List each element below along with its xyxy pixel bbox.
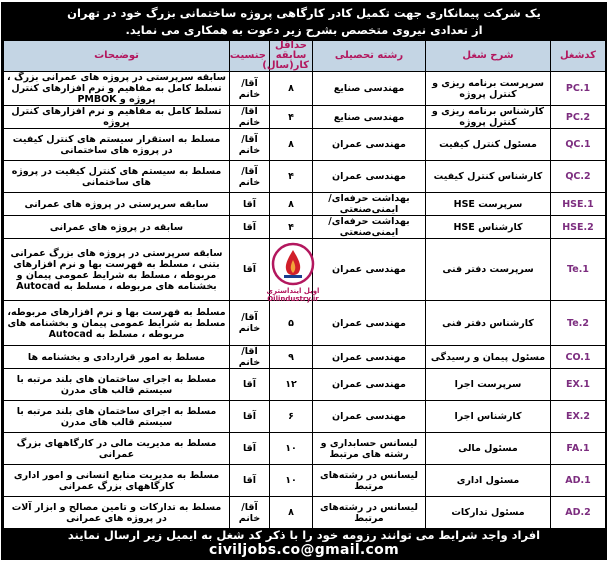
cell-desc: سابقه سرپرستی در پروژه های بزرگ عمرانی بتنی ، مسلط به فهرست بها و نرم افزارهای مربوطه ، مسلط به شرایط عمومی پیمان و بخشنامه های مربوطه ، مسلط به Autocad xyxy=(4,239,230,301)
cell-field: بهداشت حرفه‌ای/ایمنی‌صنعتی xyxy=(313,216,426,239)
logo-site-text: Oilindustry.ir xyxy=(267,295,319,303)
cell-desc: مسلط به تدارکات و تامین مصالح و ابزار آلات در پروژه های عمرانی xyxy=(4,497,230,529)
cell-gender: آقا/خانم xyxy=(230,161,270,193)
cell-desc: مسلط به استقرار سیستم های کنترل کیفیت در پروژه های ساختمانی xyxy=(4,129,230,161)
table-header-row xyxy=(4,41,606,72)
col-header-experience: حداقل سابقه کار(سال) xyxy=(270,41,313,72)
table-row xyxy=(4,346,606,369)
cell-experience: ۵ xyxy=(270,301,313,346)
cell-desc: سابقه سرپرستی در پروژه های عمرانی xyxy=(4,193,230,216)
cell-desc: مسلط به فهرست بها و نرم افزارهای مربوطه، مسلط به شرایط عمومی پیمان و بخشنامه های مربوطه ، مسلط به Autocad xyxy=(4,301,230,346)
cell-code: HSE.2 xyxy=(551,216,606,239)
col-header-title: شرح شغل xyxy=(426,41,551,72)
cell-title: مسئول اداری xyxy=(426,465,551,497)
cell-desc: مسلط به مدیریت مالی در کارگاههای بزرگ عمرانی xyxy=(4,433,230,465)
cell-code: Te.2 xyxy=(551,301,606,346)
cell-code: AD.2 xyxy=(551,497,606,529)
col-header-field: رشته تحصیلی xyxy=(313,41,426,72)
cell-experience: ۴ xyxy=(270,106,313,129)
cell-field: مهندسی عمران xyxy=(313,161,426,193)
cell-experience: ۸ xyxy=(270,129,313,161)
cell-desc: مسلط به امور قراردادی و بخشنامه ها xyxy=(4,346,230,369)
cell-title: سرپرست برنامه ریزی و کنترل پروژه xyxy=(426,72,551,106)
cell-gender: آقا xyxy=(230,193,270,216)
cell-experience: ۸ xyxy=(270,193,313,216)
cell-gender: آقا/خانم xyxy=(230,497,270,529)
col-header-desc: توضیحات xyxy=(4,41,230,72)
cell-title: کارشناس HSE xyxy=(426,216,551,239)
cell-experience: ۴ xyxy=(270,161,313,193)
cell-title: مسئول تدارکات xyxy=(426,497,551,529)
cell-field: مهندسی عمران xyxy=(313,239,426,301)
logo-caption xyxy=(265,287,321,303)
col-header-gender: جنسیت xyxy=(230,41,270,72)
cell-field: مهندسی عمران xyxy=(313,129,426,161)
table-row xyxy=(4,369,606,401)
cell-code: Te.1 xyxy=(551,239,606,301)
cell-title: سرپرست اجرا xyxy=(426,369,551,401)
contact-email[interactable]: civiljobs.co@gmail.com xyxy=(209,542,399,558)
cell-gender: آقا xyxy=(230,239,270,301)
cell-experience: ۶ xyxy=(270,401,313,433)
cell-desc: مسلط به اجرای ساختمان های بلند مرتبه با سیستم قالب های مدرن xyxy=(4,401,230,433)
cell-title: کارشناس دفتر فنی xyxy=(426,301,551,346)
header-line-1: یک شرکت پیمانکاری جهت تکمیل کادر کارگاهی پروژه ساختمانی بزرگ خود در تهران xyxy=(67,6,541,20)
cell-field: لیسانس در رشته‌های مرتبط xyxy=(313,465,426,497)
cell-field: مهندسی عمران xyxy=(313,401,426,433)
cell-experience: ۴ xyxy=(270,216,313,239)
cell-code: PC.2 xyxy=(551,106,606,129)
oilindustry-logo-icon xyxy=(271,242,315,286)
table-row xyxy=(4,106,606,129)
table-row xyxy=(4,497,606,529)
cell-experience: ۱۰ xyxy=(270,433,313,465)
cell-code: PC.1 xyxy=(551,72,606,106)
cell-code: HSE.1 xyxy=(551,193,606,216)
cell-gender: آقا xyxy=(230,216,270,239)
ad-footer xyxy=(3,528,605,558)
cell-field: مهندسی عمران xyxy=(313,346,426,369)
cell-gender: آقا/خانم xyxy=(230,301,270,346)
cell-code: FA.1 xyxy=(551,433,606,465)
cell-code: CO.1 xyxy=(551,346,606,369)
table-row xyxy=(4,216,606,239)
cell-desc: سابقه سرپرستی در پروژه های عمرانی بزرگ ، تسلط کامل به مفاهیم و نرم افزارهای کنترل پروژه و PMBOK xyxy=(4,72,230,106)
cell-title: کارشناس کنترل کیفیت xyxy=(426,161,551,193)
cell-desc: تسلط کامل به مفاهیم و نرم افزارهای کنترل پروژه xyxy=(4,106,230,129)
table-row xyxy=(4,129,606,161)
table-row xyxy=(4,72,606,106)
cell-title: مسئول کنترل کیفیت xyxy=(426,129,551,161)
cell-gender: آقا/خانم xyxy=(230,106,270,129)
cell-title: مسئول پیمان و رسیدگی xyxy=(426,346,551,369)
cell-field: مهندسی صنایع xyxy=(313,106,426,129)
cell-title: مسئول مالی xyxy=(426,433,551,465)
cell-gender: آقا/خانم xyxy=(230,346,270,369)
table-row xyxy=(4,301,606,346)
job-advertisement xyxy=(1,2,607,560)
cell-gender: آقا xyxy=(230,465,270,497)
col-header-code: کدشغل xyxy=(551,41,606,72)
table-row xyxy=(4,193,606,216)
cell-code: QC.1 xyxy=(551,129,606,161)
cell-gender: آقا xyxy=(230,401,270,433)
cell-gender: آقا xyxy=(230,369,270,401)
cell-field: لیسانس حسابداری و رشته های مرتبط xyxy=(313,433,426,465)
cell-experience: ۹ xyxy=(270,346,313,369)
ad-header xyxy=(3,4,605,40)
table-row xyxy=(4,433,606,465)
cell-experience: ۸ xyxy=(270,497,313,529)
cell-desc: مسلط به مدیریت منابع انسانی و امور اداری کارگاههای بزرگ عمرانی xyxy=(4,465,230,497)
cell-title: کارشناس برنامه ریزی و کنترل پروژه xyxy=(426,106,551,129)
cell-desc: مسلط به اجرای ساختمان های بلند مرتبه با سیستم قالب های مدرن xyxy=(4,369,230,401)
header-line-2: از تعدادی نیروی متخصص بشرح زیر دعوت به همکاری می نماید. xyxy=(125,23,483,37)
cell-title: کارشناس اجرا xyxy=(426,401,551,433)
logo-fa-text: اویل اینداستری xyxy=(266,287,320,295)
cell-gender: آقا/خانم xyxy=(230,72,270,106)
cell-desc: سابقه در پروژه های عمرانی xyxy=(4,216,230,239)
footer-line: افراد واجد شرایط می توانند رزومه خود را با ذکر کد شغل به ایمیل زیر ارسال نمایند xyxy=(67,528,541,542)
cell-gender: آقا xyxy=(230,433,270,465)
table-row xyxy=(4,465,606,497)
cell-code: EX.2 xyxy=(551,401,606,433)
cell-field: مهندسی عمران xyxy=(313,369,426,401)
cell-code: QC.2 xyxy=(551,161,606,193)
cell-field: لیسانس در رشته‌های مرتبط xyxy=(313,497,426,529)
cell-field: بهداشت حرفه‌ای/ایمنی‌صنعتی xyxy=(313,193,426,216)
cell-gender: آقا/خانم xyxy=(230,129,270,161)
table-row xyxy=(4,161,606,193)
cell-title: سرپرست دفتر فنی xyxy=(426,239,551,301)
cell-field: مهندسی عمران xyxy=(313,301,426,346)
cell-experience: ۸ xyxy=(270,72,313,106)
cell-desc: مسلط به سیستم های کنترل کیفیت در پروژه های ساختمانی xyxy=(4,161,230,193)
cell-field: مهندسی صنایع xyxy=(313,72,426,106)
cell-experience: ۱۲ xyxy=(270,369,313,401)
cell-code: EX.1 xyxy=(551,369,606,401)
cell-experience: ۱۰ xyxy=(270,465,313,497)
cell-title: سرپرست HSE xyxy=(426,193,551,216)
table-row xyxy=(4,401,606,433)
cell-code: AD.1 xyxy=(551,465,606,497)
